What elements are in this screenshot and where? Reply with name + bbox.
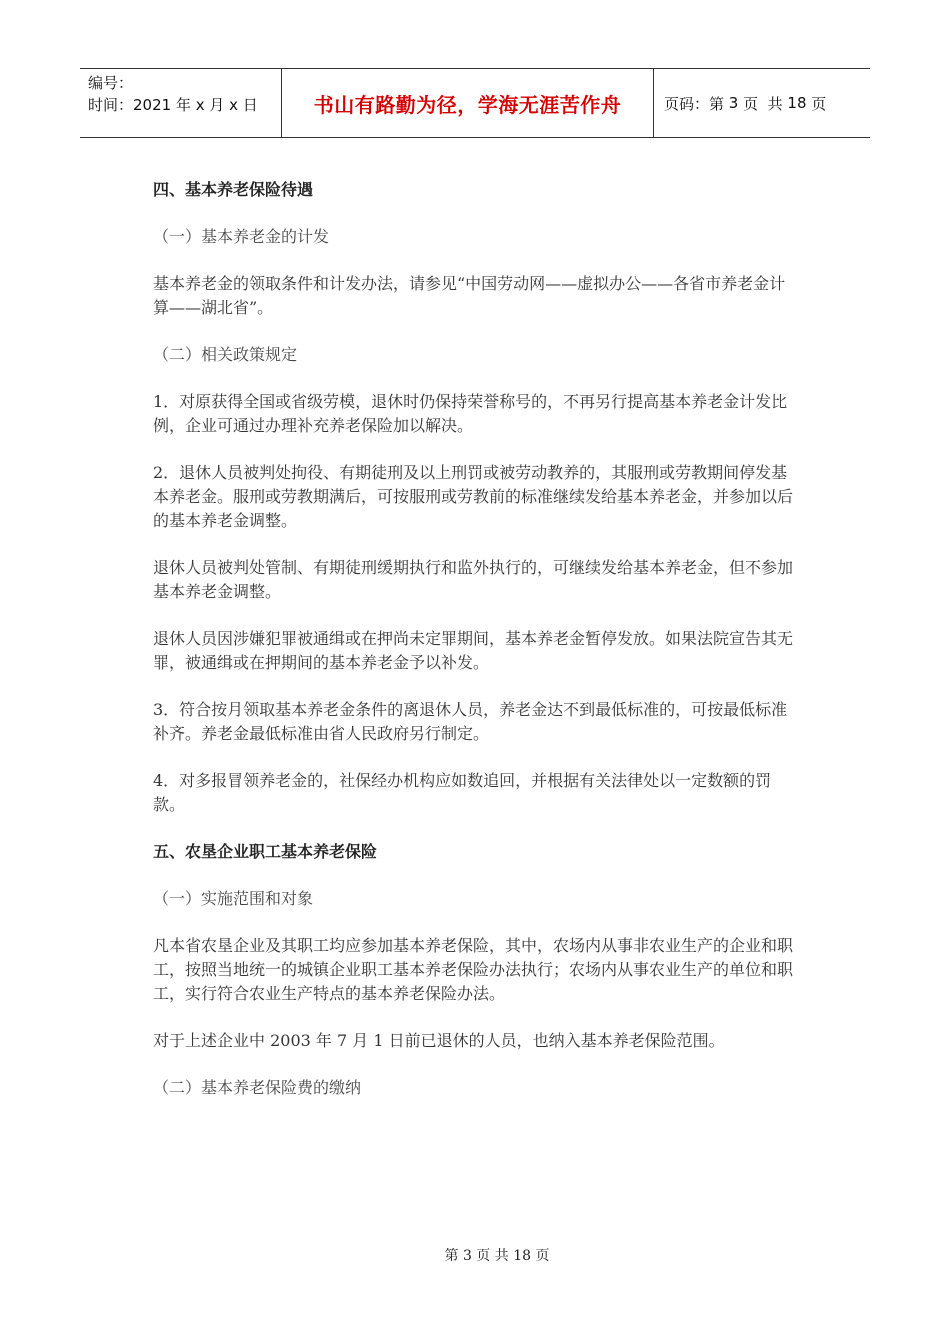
document-body [153,178,798,1123]
body-paragraph: 2．退休人员被判处拘役、有期徒刑及以上刑罚或被劳动教养的，其服刑或劳教期间停发基本养老金。服刑或劳教期满后，可按服刑或劳教前的标准继续发给基本养老金，并参加以后的基本养老金调整。 [153,463,794,530]
body-paragraph: 4．对多报冒领养老金的，社保经办机构应如数追回，并根据有关法律处以一定数额的罚款。 [153,771,772,814]
subsection-heading: （二）相关政策规定 [153,345,298,364]
document-date: 时间：2021 年 x 月 x 日 [88,96,258,114]
document-number-label: 编号： [88,74,134,92]
page-total: 18 [787,94,807,112]
page-header [80,68,870,138]
page-suffix: 页 [806,94,827,113]
page-footer: 第 3 页 共 18 页 [444,1248,550,1264]
header-page-info [654,69,870,137]
page-prefix: 页码：第 [664,94,729,113]
header-motto: 书山有路勤为径，学海无涯苦作舟 [313,92,622,117]
body-paragraph: 凡本省农垦企业及其职工均应参加基本养老保险，其中，农场内从事非农业生产的企业和职工，按照当地统一的城镇企业职工基本养老保险办法执行；农场内从事农业生产的单位和职工，实行符合农业生产特点的基本养老保险办法。 [153,936,794,1003]
body-paragraph: 1．对原获得全国或省级劳模，退休时仍保持荣誉称号的，不再另行提高基本养老金计发比例，企业可通过办理补充养老保险加以解决。 [153,392,788,435]
subsection-heading: （一）基本养老金的计发 [153,227,330,246]
subsection-heading: （二）基本养老保险费的缴纳 [153,1078,362,1097]
section-heading: 五、农垦企业职工基本养老保险 [153,842,378,861]
page-mid: 页 共 [738,94,788,113]
header-meta [80,69,282,137]
body-paragraph: 基本养老金的领取条件和计发办法，请参见“中国劳动网——虚拟办公——各省市养老金计算——湖北省”。 [153,274,786,317]
body-paragraph: 3．符合按月领取基本养老金条件的离退休人员，养老金达不到最低标准的，可按最低标准补齐。养老金最低标准由省人民政府另行制定。 [153,700,788,743]
body-paragraph: 退休人员因涉嫌犯罪被通缉或在押尚未定罪期间，基本养老金暂停发放。如果法院宣告其无罪，被通缉或在押期间的基本养老金予以补发。 [153,629,794,672]
body-paragraph: 退休人员被判处管制、有期徒刑缓期执行和监外执行的，可继续发给基本养老金，但不参加基本养老金调整。 [153,558,794,601]
page-current: 3 [728,94,739,112]
subsection-heading: （一）实施范围和对象 [153,889,314,908]
header-motto-cell [282,69,654,137]
body-paragraph: 对于上述企业中 2003 年 7 月 1 日前已退休的人员，也纳入基本养老保险范围。 [153,1031,725,1050]
section-heading: 四、基本养老保险待遇 [153,180,314,199]
